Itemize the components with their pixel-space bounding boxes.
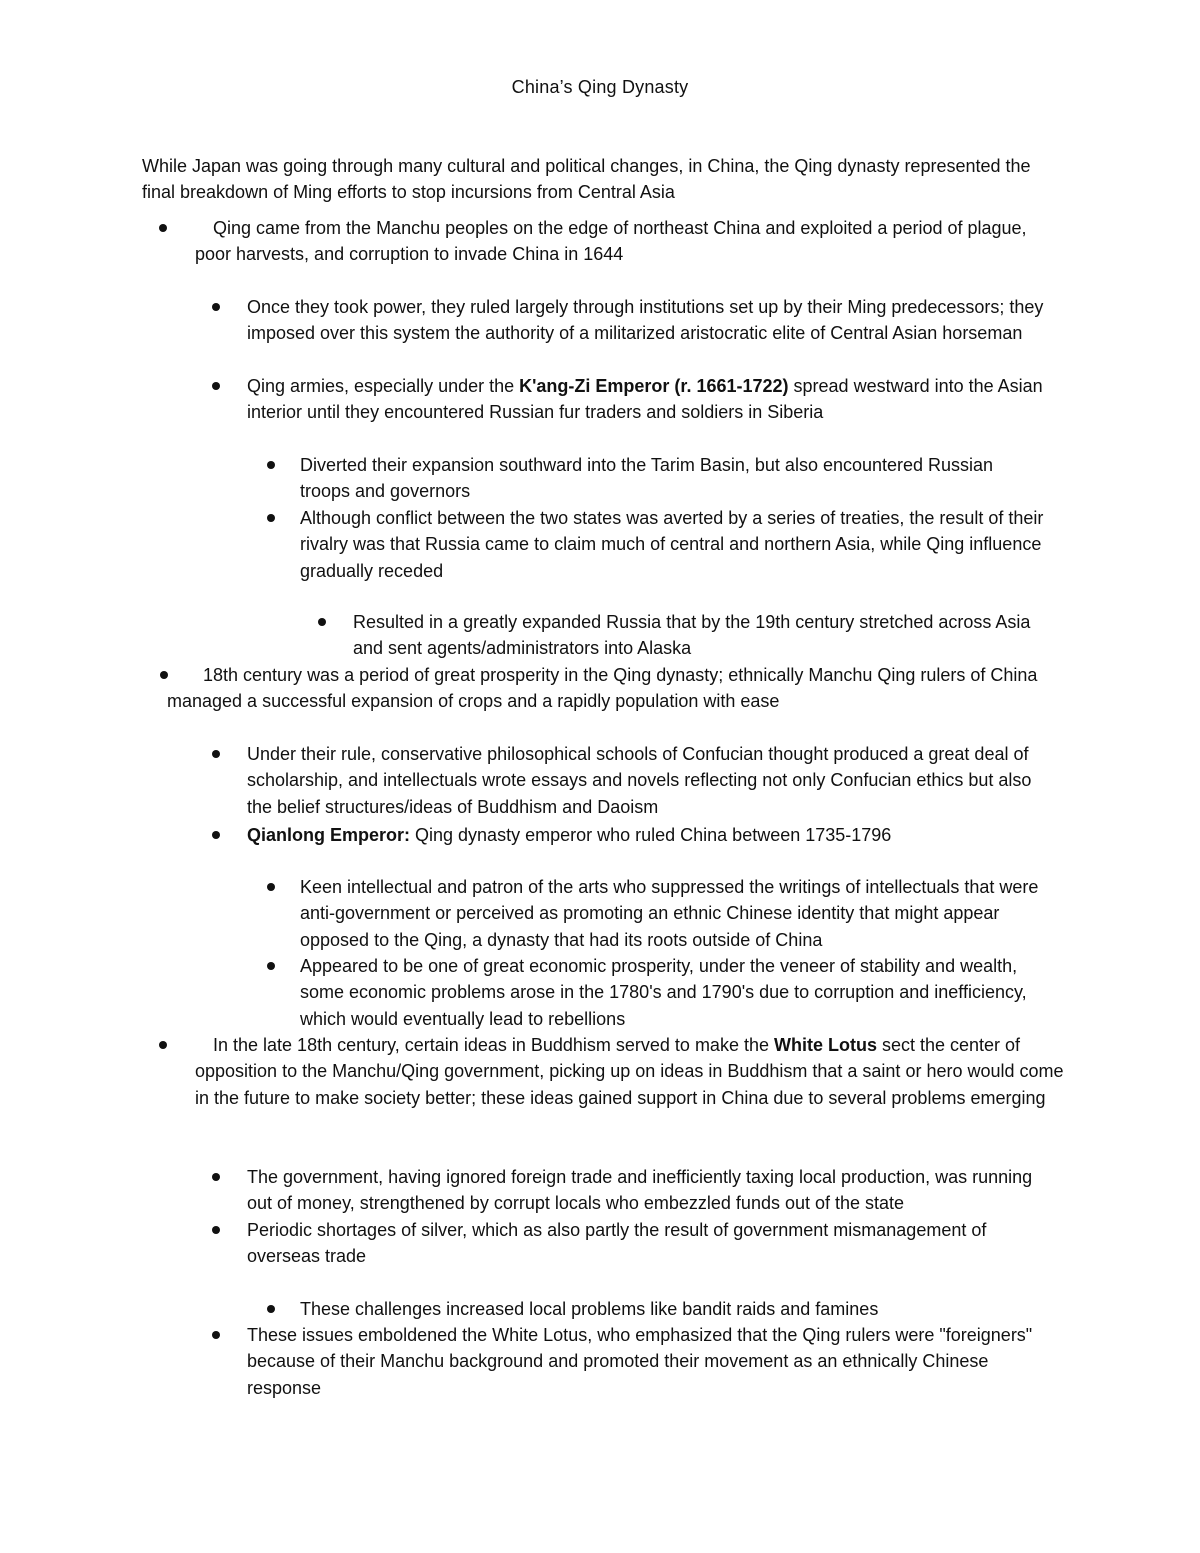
list-item [353, 609, 1063, 662]
list-item-text: Keen intellectual and patron of the arts who suppressed the writings of intellectuals that were anti-government or perceived as promoting an ethnic Chinese identity that might appear opposed to the Qing, a dynasty that had its roots outside of China [300, 877, 1039, 950]
list-item [247, 1217, 1047, 1270]
emperor-name-bold: Qianlong Emperor: [247, 825, 411, 845]
list-item-text: 18th century was a period of great prosperity in the Qing dynasty; ethnically Manchu Qing rulers of China managed a successful expansion of crops and a rapidly population with ease [167, 665, 1038, 712]
bullet-icon [212, 750, 220, 758]
bullet-icon [212, 1173, 220, 1181]
bullet-icon [267, 514, 275, 522]
list-item [300, 452, 1020, 505]
list-item-text: Resulted in a greatly expanded Russia that by the 19th century stretched across Asia and sent agents/administrators into Alaska [353, 612, 1031, 659]
list-item-text-part: spread westward into the Asian interior until they encountered Russian fur traders and soldiers in Siberia [247, 376, 1043, 423]
list-item-text: Under their rule, conservative philosophical schools of Confucian thought produced a great deal of scholarship, and intellectuals wrote essays and novels reflecting not only Confucian ethics but also the belief structures/ideas of Buddhism and Daoism [247, 744, 1032, 817]
bullet-icon [212, 382, 220, 390]
bullet-icon [212, 303, 220, 311]
bullet-icon [160, 671, 168, 679]
list-item-text: Although conflict between the two states was averted by a series of treaties, the result of their rivalry was that Russia came to claim much of central and northern Asia, while Qing influence gradually receded [300, 508, 1044, 581]
list-item [300, 953, 1045, 1032]
bullet-icon [212, 831, 220, 839]
list-item-text-part: Qing armies, especially under the [247, 376, 520, 396]
list-item [300, 1296, 1040, 1322]
list-item-text: These issues emboldened the White Lotus, who emphasized that the Qing rulers were "foreigners" because of their Manchu background and promoted their movement as an ethnically Chinese response [247, 1325, 1033, 1398]
list-item [247, 294, 1047, 347]
list-item [247, 1322, 1037, 1401]
bullet-icon [318, 618, 326, 626]
bullet-icon [267, 461, 275, 469]
list-item-text: Appeared to be one of great economic prosperity, under the veneer of stability and wealth, some economic problems arose in the 1780's and 1790's due to corruption and inefficiency, which would eventually lead to rebellions [300, 956, 1027, 1029]
list-item-text-part: Qing dynasty emperor who ruled China between 1735-1796 [410, 825, 892, 845]
bullet-icon [267, 962, 275, 970]
list-item-text: These challenges increased local problems like bandit raids and famines [300, 1299, 879, 1319]
list-item [300, 505, 1065, 584]
list-item [247, 1164, 1062, 1217]
list-item-text [247, 373, 1067, 426]
list-item-text: Once they took power, they ruled largely through institutions set up by their Ming predecessors; they imposed over this system the authority of a militarized aristocratic elite of Central Asian horseman [247, 297, 1044, 344]
list-item [300, 874, 1060, 953]
list-item-text [195, 1032, 1065, 1111]
list-item-text [247, 822, 1052, 848]
bullet-icon [267, 883, 275, 891]
list-item-text-part: In the late 18th century, certain ideas in Buddhism served to make the [213, 1035, 774, 1055]
page-title: China’s Qing Dynasty [511, 77, 689, 97]
bullet-icon [212, 1226, 220, 1234]
list-item [247, 822, 1052, 848]
list-item-text: Diverted their expansion southward into the Tarim Basin, but also encountered Russian troops and governors [300, 455, 994, 502]
list-item-text: The government, having ignored foreign trade and inefficiently taxing local production, was running out of money, strengthened by corrupt locals who embezzled funds out of the state [247, 1167, 1033, 1214]
bullet-icon [212, 1331, 220, 1339]
list-item-text: Qing came from the Manchu peoples on the edge of northeast China and exploited a period of plague, poor harvests, and corruption to invade China in 1644 [195, 218, 1027, 265]
list-item [247, 741, 1052, 820]
list-item [195, 215, 1055, 268]
list-item-text-part: sect the center of opposition to the Manchu/Qing government, picking up on ideas in Buddhism that a saint or hero would come in the future to make society better; these ideas gained support in China due to several problems emerging [195, 1035, 1064, 1108]
bullet-icon [159, 1041, 167, 1049]
bullet-icon [267, 1305, 275, 1313]
list-item [167, 662, 1067, 715]
list-item-text: Periodic shortages of silver, which as also partly the result of government mismanagement of overseas trade [247, 1220, 987, 1267]
list-item [195, 1032, 1065, 1111]
emperor-name-bold: K'ang-Zi Emperor (r. 1661-1722) [519, 376, 789, 396]
intro-paragraph: While Japan was going through many cultural and political changes, in China, the Qing dynasty represented the final breakdown of Ming efforts to stop incursions from Central Asia [142, 156, 1031, 202]
list-item [247, 373, 1067, 426]
bullet-icon [159, 224, 167, 232]
white-lotus-bold: White Lotus [773, 1035, 877, 1055]
